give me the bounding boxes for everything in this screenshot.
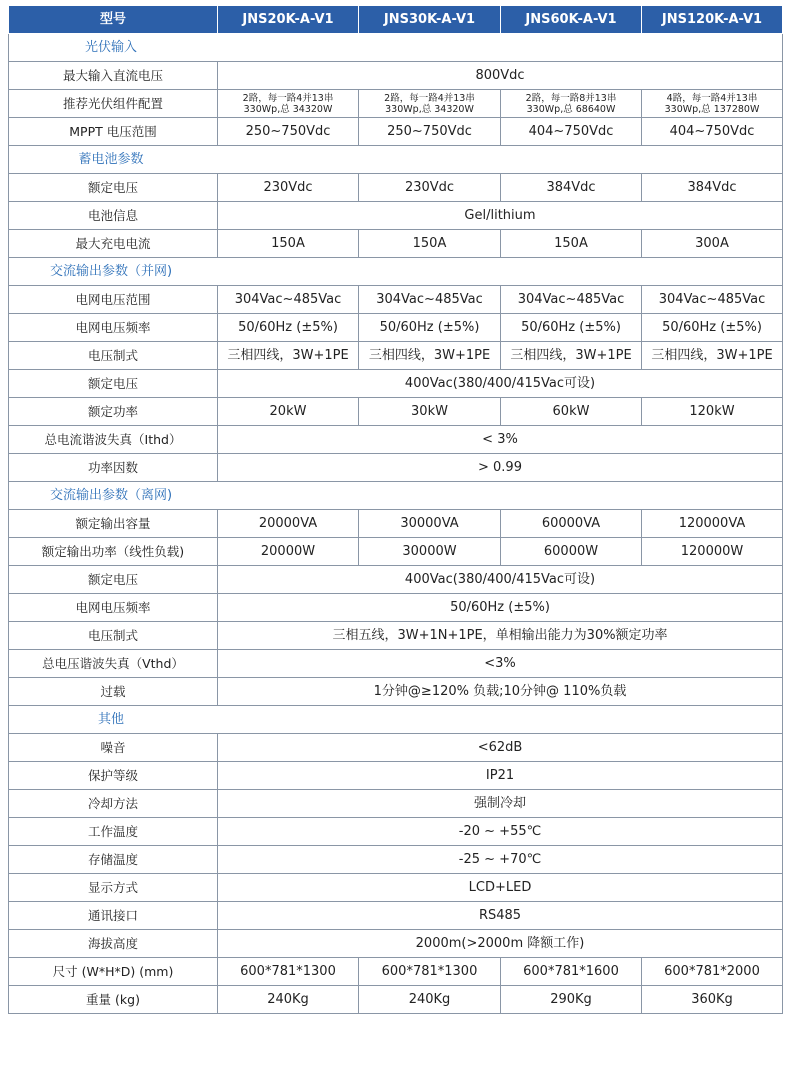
spec-value-all-models: 2000m(>2000m 降额工作) [218,930,783,958]
section-row [9,482,783,510]
spec-label: 过载 [9,678,218,706]
spec-value-model-4: 300A [642,230,783,258]
section-title: 其他 [97,712,124,727]
spec-row [9,874,783,902]
spec-value-model-1: 240Kg [218,986,359,1014]
spec-row [9,818,783,846]
spec-row [9,734,783,762]
spec-value-model-1: 三相四线，3W+1PE [218,342,359,370]
spec-value-all-models: 800Vdc [218,62,783,90]
spec-label: 最大充电电流 [9,230,218,258]
spec-row [9,118,783,146]
spec-label: 重量 (kg) [9,986,218,1014]
spec-label: 工作温度 [9,818,218,846]
header-model-3: JNS60K-A-V1 [501,6,642,34]
spec-value-all-models: IP21 [218,762,783,790]
spec-value-model-2: 30000W [359,538,501,566]
section-title: 光伏输入 [84,40,137,55]
spec-value-model-3: 290Kg [501,986,642,1014]
spec-value-model-2: 三相四线，3W+1PE [359,342,501,370]
spec-row [9,650,783,678]
spec-label: 功率因数 [9,454,218,482]
spec-row [9,622,783,650]
spec-value-model-2: 230Vdc [359,174,501,202]
spec-value-model-3: 2路，每一路8并13串 330Wp,总 68640W [501,90,642,118]
spec-value-model-1: 20000VA [218,510,359,538]
spec-row [9,90,783,118]
spec-label: 电网电压范围 [9,286,218,314]
spec-label: 最大输入直流电压 [9,62,218,90]
spec-value-model-1: 50/60Hz (±5%) [218,314,359,342]
header-model-1: JNS20K-A-V1 [218,6,359,34]
header-model-2: JNS30K-A-V1 [359,6,501,34]
header-row [9,6,783,34]
spec-value-model-1: 230Vdc [218,174,359,202]
section-cell [9,706,783,734]
spec-row [9,538,783,566]
section-row [9,34,783,62]
spec-value-model-3: 50/60Hz (±5%) [501,314,642,342]
spec-value-model-1: 20000W [218,538,359,566]
spec-label: 存储温度 [9,846,218,874]
spec-value-model-4: 404~750Vdc [642,118,783,146]
spec-value-model-3: 304Vac~485Vac [501,286,642,314]
spec-label: 额定输出功率（线性负载) [9,538,218,566]
spec-table [8,5,783,1014]
spec-row [9,958,783,986]
spec-row [9,594,783,622]
spec-value-model-1: 600*781*1300 [218,958,359,986]
section-title: 蓄电池参数 [78,152,144,167]
section-cell [9,258,783,286]
spec-value-model-3: 384Vdc [501,174,642,202]
spec-label: 总电流谐波失真（Ithd） [9,426,218,454]
spec-value-model-4: 384Vdc [642,174,783,202]
spec-value-model-2: 30kW [359,398,501,426]
spec-value-all-models: 三相五线，3W+1N+1PE，单相输出能力为30%额定功率 [218,622,783,650]
spec-label: 额定功率 [9,398,218,426]
spec-value-all-models: 400Vac(380/400/415Vac可设) [218,370,783,398]
spec-row [9,678,783,706]
spec-row [9,762,783,790]
spec-row [9,426,783,454]
spec-row [9,230,783,258]
spec-label: 额定电压 [9,174,218,202]
spec-value-all-models: -25 ~ +70℃ [218,846,783,874]
spec-value-model-3: 60000VA [501,510,642,538]
spec-value-all-models: 400Vac(380/400/415Vac可设) [218,566,783,594]
spec-label: 保护等级 [9,762,218,790]
section-cell [9,482,783,510]
spec-value-all-models: <62dB [218,734,783,762]
spec-value-all-models: RS485 [218,902,783,930]
spec-label: 额定电压 [9,566,218,594]
spec-row [9,566,783,594]
spec-value-model-4: 三相四线，3W+1PE [642,342,783,370]
spec-label: 海拔高度 [9,930,218,958]
spec-value-model-2: 50/60Hz (±5%) [359,314,501,342]
spec-value-model-4: 304Vac~485Vac [642,286,783,314]
spec-row [9,846,783,874]
spec-row [9,202,783,230]
spec-value-model-1: 2路，每一路4并13串 330Wp,总 34320W [218,90,359,118]
spec-value-model-4: 120000W [642,538,783,566]
spec-label: 总电压谐波失真（Vthd） [9,650,218,678]
spec-label: 电池信息 [9,202,218,230]
spec-value-model-4: 50/60Hz (±5%) [642,314,783,342]
spec-label: 尺寸 (W*H*D) (mm) [9,958,218,986]
spec-value-model-1: 150A [218,230,359,258]
spec-row [9,790,783,818]
spec-row [9,930,783,958]
section-cell [9,34,783,62]
spec-row [9,902,783,930]
spec-value-model-4: 4路，每一路4并13串 330Wp,总 137280W [642,90,783,118]
spec-row [9,370,783,398]
spec-label: 电网电压频率 [9,314,218,342]
spec-row [9,342,783,370]
spec-value-all-models: -20 ~ +55℃ [218,818,783,846]
spec-value-model-3: 三相四线，3W+1PE [501,342,642,370]
spec-label: 额定电压 [9,370,218,398]
header-model-label: 型号 [9,6,218,34]
spec-value-model-2: 150A [359,230,501,258]
spec-label: MPPT 电压范围 [9,118,218,146]
spec-value-all-models: 强制冷却 [218,790,783,818]
spec-value-model-2: 304Vac~485Vac [359,286,501,314]
spec-row [9,454,783,482]
spec-value-model-2: 240Kg [359,986,501,1014]
spec-value-all-models: 1分钟@≥120% 负载;10分钟@ 110%负载 [218,678,783,706]
spec-value-all-models: LCD+LED [218,874,783,902]
spec-row [9,986,783,1014]
spec-value-model-3: 150A [501,230,642,258]
section-cell [9,146,783,174]
spec-value-all-models: <3% [218,650,783,678]
spec-value-model-1: 20kW [218,398,359,426]
spec-value-model-3: 404~750Vdc [501,118,642,146]
spec-label: 推荐光伏组件配置 [9,90,218,118]
spec-value-all-models: 50/60Hz (±5%) [218,594,783,622]
spec-row [9,174,783,202]
spec-value-model-2: 600*781*1300 [359,958,501,986]
spec-value-model-2: 2路，每一路4并13串 330Wp,总 34320W [359,90,501,118]
spec-label: 电压制式 [9,342,218,370]
spec-value-model-1: 250~750Vdc [218,118,359,146]
spec-row [9,314,783,342]
spec-value-model-4: 600*781*2000 [642,958,783,986]
spec-value-model-4: 120000VA [642,510,783,538]
spec-value-model-1: 304Vac~485Vac [218,286,359,314]
spec-value-model-3: 60kW [501,398,642,426]
section-row [9,706,783,734]
spec-label: 显示方式 [9,874,218,902]
spec-value-all-models: < 3% [218,426,783,454]
section-row [9,258,783,286]
spec-value-model-3: 600*781*1600 [501,958,642,986]
spec-row [9,510,783,538]
spec-label: 额定输出容量 [9,510,218,538]
spec-value-all-models: Gel/lithium [218,202,783,230]
section-row [9,146,783,174]
spec-value-model-2: 250~750Vdc [359,118,501,146]
spec-label: 通讯接口 [9,902,218,930]
spec-value-model-2: 30000VA [359,510,501,538]
header-model-4: JNS120K-A-V1 [642,6,783,34]
spec-label: 噪音 [9,734,218,762]
spec-value-model-3: 60000W [501,538,642,566]
section-title: 交流输出参数（并网) [49,264,173,279]
spec-value-model-4: 120kW [642,398,783,426]
spec-body [9,34,783,1014]
spec-label: 电压制式 [9,622,218,650]
spec-value-model-4: 360Kg [642,986,783,1014]
spec-row [9,286,783,314]
spec-label: 电网电压频率 [9,594,218,622]
spec-row [9,62,783,90]
section-title: 交流输出参数（离网) [49,488,173,503]
spec-label: 冷却方法 [9,790,218,818]
spec-value-all-models: > 0.99 [218,454,783,482]
spec-row [9,398,783,426]
